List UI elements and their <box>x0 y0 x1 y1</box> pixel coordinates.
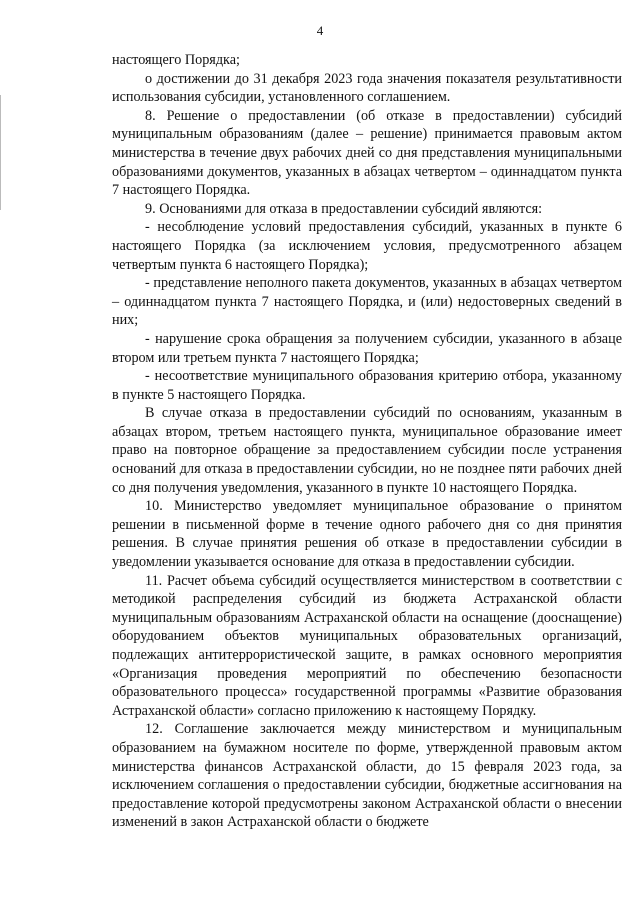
paragraph-item-9: 9. Основаниями для отказа в предоставлении субсидий являются: <box>145 200 543 217</box>
paragraph-item-9-bullet-2: - представление неполного пакета документов, указанных в абзацах четвертом – одиннадцатом пункта 7 настоящего Порядка, и (или) недостоверных сведений в них; <box>112 275 622 329</box>
paragraph-item-8: 8. Решение о предоставлении (об отказе в предоставлении) субсидий муниципальным образованиям (далее – решение) принимается правовым актом министерства в течение двух рабочих дней со дня представления муниципальными образованиями документов, указанных в абзацах четвертом – одиннадцатом пункта 7 настоящего Порядка. <box>112 107 622 199</box>
paragraph-item-11: 11. Расчет объема субсидий осуществляется министерством в соответствии с методикой распределения субсидий из бюджета Астраханской области муниципальным образованиям Астраханской области на оснащение (дооснащение) оборудованием объектов муниципальных образовательных организаций, подлежащих антитеррористической защите, в рамках основного мероприятия «Организация проведения мероприятий по обеспечению безопасности образовательного процесса» государственной программы «Развитие образования Астраханской области» согласно приложению к настоящему Порядку. <box>112 572 622 719</box>
page-number: 4 <box>316 23 324 38</box>
paragraph-item-12: 12. Соглашение заключается между министерством и муниципальным образованием на бумажном носителе по форме, утвержденной правовым актом министерства финансов Астраханской области, до 15 февраля 2023 года, за исключением соглашения о предоставлении субсидии, бюджетные ассигнования на предоставление которой предусмотрены законом Астраханской области о внесении изменений в закон Астраханской области о бюджете <box>112 721 622 831</box>
paragraph-refusal-case: В случае отказа в предоставлении субсидий по основаниям, указанным в абзацах втором, третьем настоящего пункта, муниципальное образование имеет право на повторное обращение за предоставлением субсидии после устранения оснований для отказа в предоставлении субсидии, но не позднее пяти рабочих дней со дня получения уведомления, указанного в пункте 10 настоящего Порядка. <box>112 405 622 496</box>
paragraph-item-9-bullet-4: - несоответствие муниципального образования критерию отбора, указанному в пункте 5 настоящего Порядка. <box>112 368 622 403</box>
paragraph-indicator-clause: о достижении до 31 декабря 2023 года значения показателя результативности использования субсидии, установленного соглашением. <box>112 70 622 106</box>
document-body <box>112 51 622 832</box>
paragraph-item-10: 10. Министерство уведомляет муниципальное образование о принятом решении в письменной форме в течение одного рабочего дня со дня принятия решения. В случае принятия решения об отказе в предоставлении субсидии в уведомлении указывается основание для отказа в предоставлении субсидии. <box>112 498 622 571</box>
paragraph-item-9-bullet-1: - несоблюдение условий предоставления субсидий, указанных в пункте 6 настоящего Порядка (за исключением условия, предусмотренного абзацем четвертым пункта 6 настоящего Порядка); <box>112 219 622 273</box>
paragraph-continuation: настоящего Порядка; <box>112 52 240 68</box>
scan-edge-mark <box>0 95 1 210</box>
paragraph-item-9-bullet-3: - нарушение срока обращения за получением субсидии, указанного в абзаце втором или третьем пункта 7 настоящего Порядка; <box>112 330 622 366</box>
